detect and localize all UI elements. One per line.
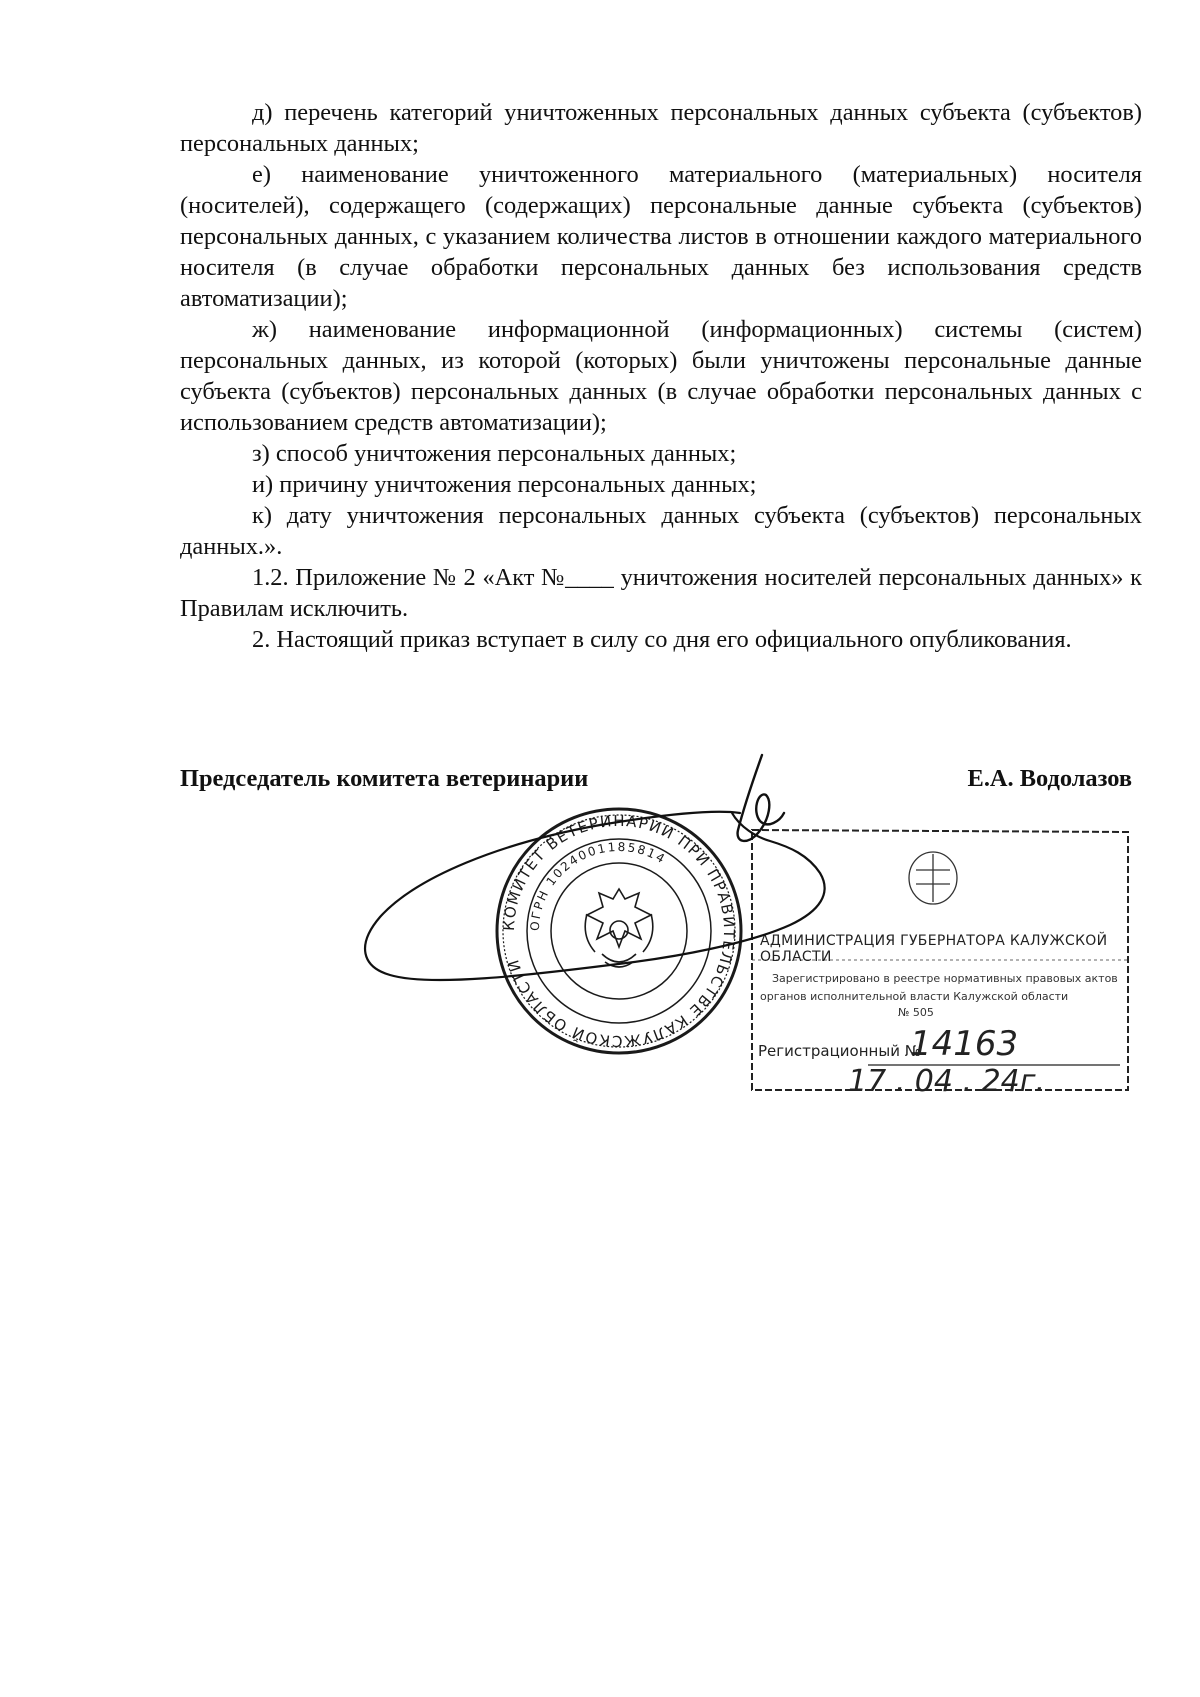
stamp-date: 17 . 04 . 24г. — [848, 1064, 1046, 1099]
signatory-title: Председатель комитета ветеринарии — [180, 765, 589, 792]
stamp-emblem-icon — [909, 852, 957, 904]
seal-outer-text: КОМИТЕТ ВЕТЕРИНАРИИ ПРИ ПРАВИТЕЛЬСТВЕ КАЛУЖСКОЙ ОБЛАСТИ — [499, 811, 739, 1051]
item-1-2: 1.2. Приложение № 2 «Акт №____ уничтожения носителей персональных данных» к Правилам исключить. — [180, 564, 1142, 622]
signatory-name: Е.А. Водолазов — [967, 765, 1132, 792]
stamp-line-3: № 505 — [898, 1006, 934, 1019]
item-2: 2. Настоящий приказ вступает в силу со дня его официального опубликования. — [252, 626, 1072, 653]
document-body — [180, 97, 1142, 655]
clause-e: е) наименование уничтоженного материального (материальных) носителя (носителей), содержащего (содержащих) персональные данные субъекта (субъектов) персональных данных, с указанием количества листов в отношении каждого материального носителя (в случае обработки персональных данных без использования средств автоматизации); — [180, 161, 1142, 312]
registration-stamp — [748, 826, 1132, 1099]
official-seal — [492, 804, 746, 1058]
seal-inner-text: ОГРН 1024001185814 — [527, 839, 669, 932]
clause-z: з) способ уничтожения персональных данных; — [252, 440, 737, 467]
clause-k: к) дату уничтожения персональных данных субъекта (субъектов) персональных данных.». — [180, 502, 1142, 560]
signature-block — [180, 765, 1132, 799]
stamp-organization: АДМИНИСТРАЦИЯ ГУБЕРНАТОРА КАЛУЖСКОЙ ОБЛАСТИ — [760, 933, 1108, 965]
clause-i: и) причину уничтожения персональных данных; — [252, 471, 757, 498]
coat-of-arms-emblem — [585, 889, 653, 967]
stamp-line-2: органов исполнительной власти Калужской области — [760, 990, 1069, 1003]
clause-zh: ж) наименование информационной (информационных) системы (систем) персональных данных, из которой (которых) были уничтожены персональные данные субъекта (субъектов) персональных данных (в случае обработки персональных данных с использованием средств автоматизации); — [180, 316, 1142, 436]
stamp-reg-number: 14163 — [910, 1024, 1019, 1064]
stamp-line-1: Зарегистрировано в реестре нормативных правовых актов — [772, 972, 1118, 985]
stamp-reg-label: Регистрационный № — [758, 1042, 921, 1060]
clause-d: д) перечень категорий уничтоженных персональных данных субъекта (субъектов) персональных данных; — [180, 99, 1142, 157]
